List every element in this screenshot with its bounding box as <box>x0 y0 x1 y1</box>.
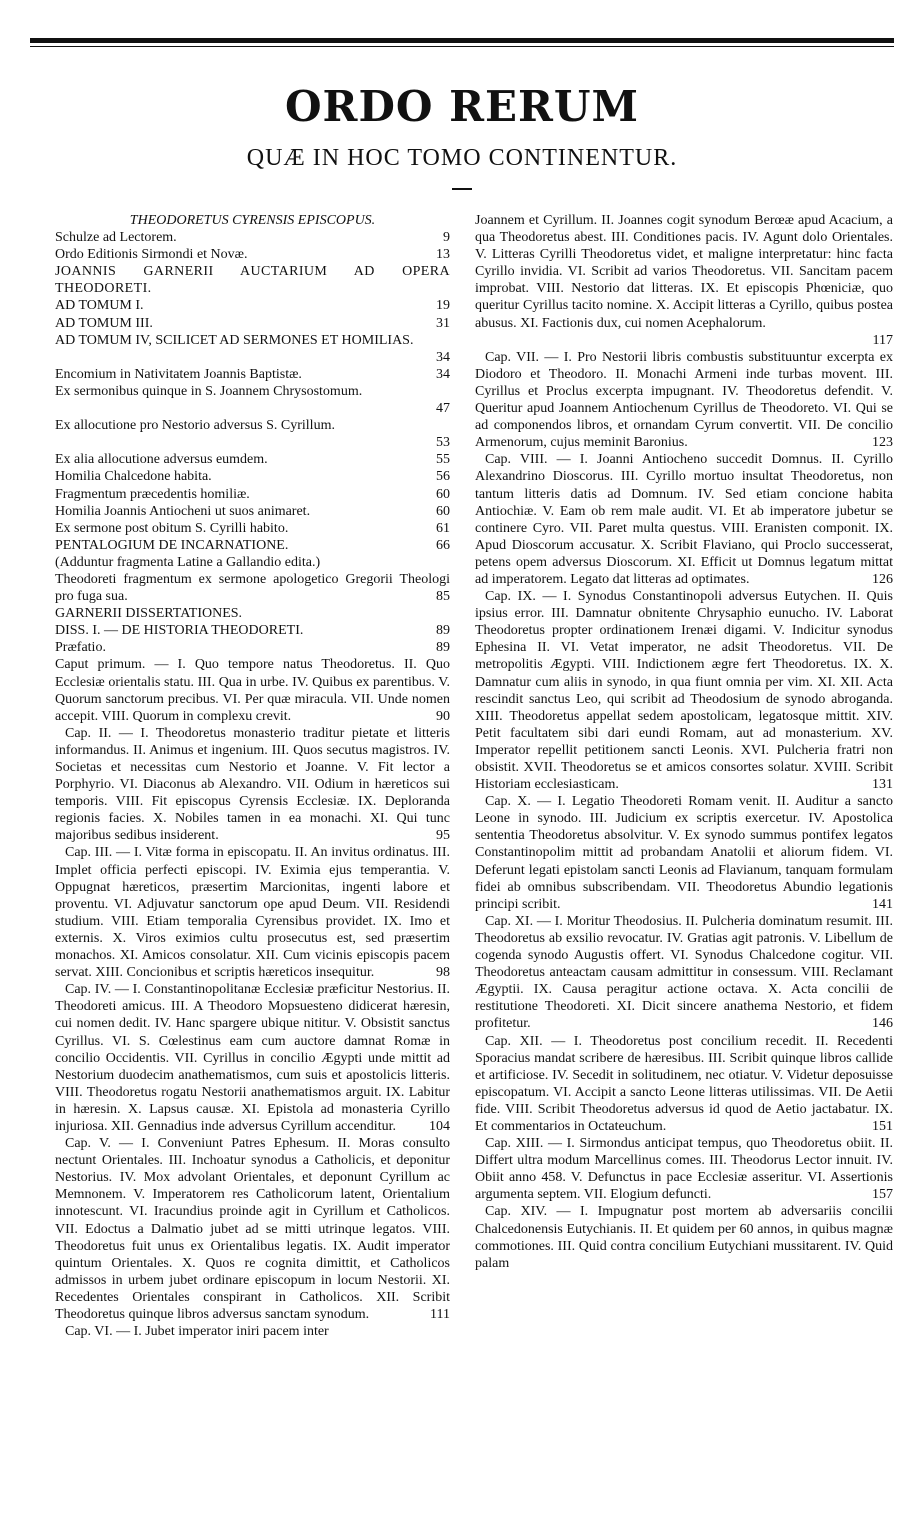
toc-entry: Schulze ad Lectorem. 9 <box>55 230 450 246</box>
left-column <box>55 212 450 1340</box>
toc-entry: JOANNIS GARNERII AUCTARIUM AD OPERA THEODORETI. <box>55 264 450 297</box>
section-heading: THEODORETUS CYRENSIS EPISCOPUS. <box>129 213 376 228</box>
toc-entry: Ex allocutione pro Nestorio adversus S. Cyrillum. 53 <box>55 418 450 451</box>
toc-entry: Ex sermonibus quinque in S. Joannem Chrysostomum. 47 <box>55 383 450 417</box>
toc-entry: Homilia Joannis Antiocheni ut suos animaret. 60 <box>55 503 450 519</box>
title-divider <box>452 188 472 190</box>
chapter-summary: Cap. XI. — I. Moritur Theodosius. II. Pulcheria dominatum resumit. III. Theodoretus ab exsilio revocatur. IV. Gratias agit patronis. V. Libellum de cogenda synodo Augustis offert. VI. Synodus Chalcedone cogitur. VII. Theodoretus anteactam causam admittitur in consessum. VIII. Reclamant Ægyptii. IX. Causa peragitur actione octava. X. Acta concilii de restitutione Theodoreti. XI. Dicit sincere anathema Nestorio, et fidem profitetur. 146 <box>475 913 893 1032</box>
toc-entry: AD TOMUM IV, SCILICET AD SERMONES ET HOMILIAS. 34 <box>55 332 450 365</box>
chapter-summary: Cap. IX. — I. Synodus Constantinopoli adversus Eutychen. II. Quis ipsius error. III. Damnatur obnitente Chrysaphio eunucho. IV. Laborat Theodoretus propter ordinationem Irenæi digami. V. Indicitur synodus Ephesina II. VI. Vetat imperator, ne adsit Theodoretus. VII. De metropolitis Ægypti. VIII. Indictionem ægre fert Theodoretus. IX. X. Damnatur cum aliis in synodo, in qua fiunt omnia per vim. XI. XII. Acta rescindit sanctus Leo, qui scribit ad Theodosium de synodo abroganda. XIII. Theodoretus appellat sedem apostolicam, legatosque mittit. XIV. Petit facultatem sibi dari eundi Romam, aut ad monasterium. XV. Imperator repellit petitionem sancti Leonis. XVI. Pulcheria fratri non obsistit. XVII. Theodoretus se et amicos consortes solatur. XVIII. Scribit Historiam ecclesiasticam. 131 <box>475 589 893 793</box>
chapter-summary: Cap. XIII. — I. Sirmondus anticipat tempus, quo Theodoretus obiit. II. Differt ultra modum Marcellinus comes. III. Theodorus Lector innuit. IV. Obiit anno 458. V. Defunctus in pace Ecclesiæ asseritur. VI. Assertionis argumenta septem. VII. Elogium defuncti. 157 <box>475 1136 893 1203</box>
chapter-summary: Cap. V. — I. Conveniunt Patres Ephesum. II. Moras consulto nectunt Orientales. III. Inchoatur synodus a Catholicis, et deponitur Nestorius. IV. Mox advolant Orientales, et deponunt Cyrillum ac Memnonem. V. Imperatorem res Catholicorum latent, Orientalium innotescunt. VI. Iracundius proinde agit in Cyrillum et Catholicos. VII. Edoctus a Dalmatio jubet ad se mitti utrinque legatos. VIII. Theodoretus fuit unus ex Orientalibus legatis. IX. Audit imperator quintum Orientales. X. Quos re cognita dimittit, et Catholicos admissos in urbem jubet ordinare episcopum in locum Nestorii. XI. Recedentes Orientales conspirant in Catholicos. XII. Scribit Theodoretus quinque libros adversus sanctam synodum. 111 <box>55 1136 450 1322</box>
toc-entry: PENTALOGIUM DE INCARNATIONE. 66 <box>55 537 450 553</box>
top-rule-thin <box>30 46 894 47</box>
chapter-summary: Cap. X. — I. Legatio Theodoreti Romam venit. II. Auditur a sancto Leone in synodo. III. Judicium ex scriptis exercetur. IV. Apostolica sententia Theodoretus absolvitur. V. Ex synodo summus pontifex legatos Constantinopolim mittit ad probandam Anatolii et aliorum fidem. VI. Deferunt legati epistolam sancti Leonis ad Flavianum, tanquam formulam fidei ab omnibus subscribendam. VII. Theodoretus Abundio legationis principi scribit. 141 <box>475 794 893 912</box>
chapter-summary: Joannem et Cyrillum. II. Joannes cogit synodum Berœæ apud Acacium, a qua Theodoretus abest. III. Conditiones pacis. IV. Agunt dolo Orientales. V. Litteras Cyrilli Theodoretus videt, et maligne interpretatur: hinc facta Cyrillo invidia. VI. Scribit ad varios Theodoretus. VII. Sancitam pacem improbat. VIII. Nestorio dat litteras. IX. Et episcopis Phœniciæ, quo queritur Cyrillus tacito nomine. X. Accipit litteras a Cyrillo, quibus postea abusus. XI. Factionis dux, cui nomen Acephalorum. 117 <box>475 213 893 348</box>
toc-entry: Theodoreti fragmentum ex sermone apologetico Gregorii Theologi pro fuga sua. 85 <box>55 571 450 605</box>
top-rule-thick <box>30 38 894 43</box>
chapter-summary: Cap. VI. — I. Jubet imperator iniri pacem inter <box>65 1324 329 1340</box>
toc-entry: Homilia Chalcedone habita. 56 <box>55 469 450 485</box>
right-column <box>475 212 893 1272</box>
chapter-summary: Caput primum. — I. Quo tempore natus Theodoretus. II. Quo Ecclesiæ orientalis statu. III. Qua in urbe. IV. Quibus ex parentibus. V. Quorum sanctorum precibus. VI. Per quæ miracula. VII. Unde nomen accepit. VIII. Quorum in complexu crevit. 90 <box>55 657 450 724</box>
chapter-summary: Cap. IV. — I. Constantinopolitanæ Ecclesiæ præficitur Nestorius. II. Theodoreti amicus. III. A Theodoro Mopsuesteno didicerat hæresin, cui nomen dedit. IV. Hanc spargere ubique nititur. V. Obsistit sanctus Cyrillus. VI. S. Cœlestinus eam cum auctore damnat Romæ in concilio Occidentis. VII. Cyrillus in concilio Ægypti unde mittit ad Nestorium duodecim anathematismos, cum suis et apostolicis litteris. VIII. Theodoretus rogatu Nestorii anathematismos arguit. IX. Labitur in hæresin. X. Lapsus causæ. XI. Epistola ad monasteria Cyrillo injuriosa. XII. Gennadius inde adversus Cyrillum accenditur. 104 <box>55 982 450 1134</box>
toc-entry: AD TOMUM III. 31 <box>55 315 450 331</box>
toc-entry: Ordo Editionis Sirmondi et Novæ. 13 <box>55 247 450 263</box>
toc-entry: Fragmentum præcedentis homiliæ. 60 <box>55 486 450 502</box>
toc-note: (Adduntur fragmenta Latine a Gallandio edita.) <box>55 554 321 570</box>
toc-entry: Ex alia allocutione adversus eumdem. 55 <box>55 452 450 468</box>
toc-entry: Encomium in Nativitatem Joannis Baptistæ. 34 <box>55 366 450 382</box>
page-title: ORDO RERUM <box>284 82 640 131</box>
toc-entry: Ex sermone post obitum S. Cyrilli habito. 61 <box>55 520 450 536</box>
toc-entry: AD TOMUM I. 19 <box>55 298 450 314</box>
chapter-summary: Cap. II. — I. Theodoretus monasterio traditur pietate et litteris informandus. II. Animus et ingenium. III. Quos secutus magistros. IV. Societas et necessitas cum Nestorio et Joanne. V. Fit lector a Porphyrio. VI. Diaconus ab Alexandro. VII. Odium in hæreticos sui temporis. VIII. Fit episcopus Cyrensis Ecclesiæ. IX. Deploranda regionis facies. X. Nobiles tamen in ea monachi. XI. Qui tunc majoribus sedibus insiderent. 95 <box>55 725 450 844</box>
page-subtitle: QUÆ IN HOC TOMO CONTINENTUR. <box>246 145 678 171</box>
chapter-summary: Cap. VII. — I. Pro Nestorii libris combustis substituuntur excerpta ex Diodoro et Theodoro. II. Monachi Armeni inde turbas movent. III. Cyrillus et Proclus excerpta impugnant. IV. Theodoretus defendit. V. Queritur apud Joannem Antiochenum Cyrillus de Theodoreto. VI. Qui se ad componendos libros, et ornandam Cyrum convertit. VII. De concilio Armenorum, cujus meminit Baronius. 123 <box>475 349 893 451</box>
chapter-summary: Cap. III. — I. Vitæ forma in episcopatu. II. An invitus ordinatus. III. Implet officia perfecti episcopi. IV. Eximia ejus temperantia. V. Oppugnat hæreticos, præsertim Marcionitas, ingenti labore et proventu. VI. Adjuvatur sanctorum ope apud Deum. VII. Residendi studium. VIII. Etiam temporalia Cyrensibus providet. IX. Imo et externis. X. Viros eximios cultu prosecutus est, sed præsertim monachos. XI. Amicos consolatur. XII. Cum vicinis episcopis pacem servat. XIII. Concionibus et scriptis hæreticos insequitur. 98 <box>55 845 450 981</box>
toc-entry: Præfatio. 89 <box>55 640 450 656</box>
chapter-summary: Cap. XIV. — I. Impugnatur post mortem ab adversariis concilii Chalcedonensis Eutychianis. II. Et quidem per 60 annos, in quibus magnæ commotiones. III. Quid contra concilium Eutychiani mussitarent. IV. Quid palam <box>475 1204 893 1271</box>
chapter-summary: Cap. VIII. — I. Joanni Antiocheno succedit Domnus. II. Cyrillo Alexandrino Dioscorus. III. Cyrillo mortuo insultat Theodoretus, non tantum litteris datis ad Domnum. IV. Sed etiam concione habita Antiochiæ. V. Eam ob rem male audit. VI. Et ab imperatore jubetur se continere Cyro. VII. Paret multa questus. VIII. Eranisten componit. IX. Apud Dioscorum accusatur. X. Scribit Flaviano, qui Proclo successerat, petens opem adversus Dioscorum. XI. Efficit ut Domnus legatum mittat ad imperatorem. Legato dat litteras ad optimates. 126 <box>475 452 893 587</box>
top-rule <box>30 38 894 47</box>
toc-entry: DISS. I. — DE HISTORIA THEODORETI. 89 <box>55 623 450 639</box>
toc-entry: GARNERII DISSERTATIONES. <box>55 606 243 622</box>
chapter-summary: Cap. XII. — I. Theodoretus post concilium recedit. II. Recedenti Sporacius mandat scribere de hæresibus. III. Scribit quinque libros callide et artificiose. IV. Secedit in solitudinem, nec otiatur. V. Videtur deposuisse episcopatum. VI. Accipit a sancto Leone litteras utilissimas. VII. De Aetii fide. VIII. Scribit Theodoretus adversus id quod de Aetio jactabatur. IX. Et commentarios in Octateuchum. 151 <box>475 1033 893 1134</box>
